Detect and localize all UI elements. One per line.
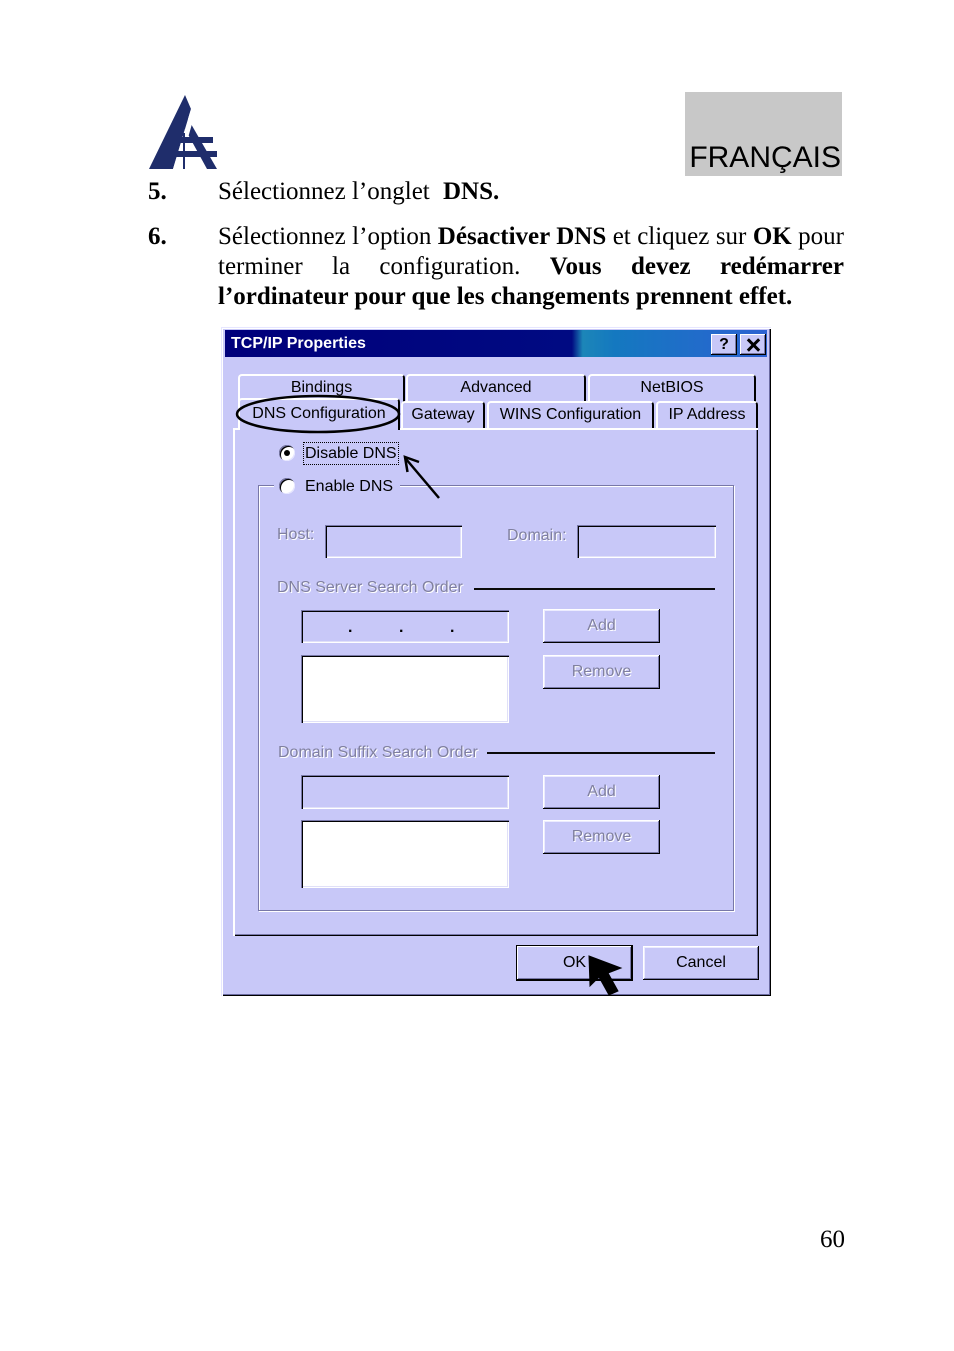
step-6-ok-name: OK bbox=[752, 223, 792, 250]
close-button[interactable] bbox=[740, 334, 766, 355]
step-6-text bbox=[218, 222, 844, 312]
radio-selected-dot bbox=[284, 450, 290, 456]
step-6-part-2: et cliquez sur bbox=[606, 223, 753, 250]
dialog-title-bar[interactable] bbox=[225, 330, 767, 357]
enable-dns-label[interactable]: Enable DNS bbox=[305, 478, 394, 495]
language-label: FRANÇAIS bbox=[689, 141, 841, 174]
tab-gateway[interactable]: Gateway bbox=[401, 401, 485, 429]
dns-server-remove-label: Remove bbox=[571, 663, 632, 680]
ip-separator: . bbox=[450, 619, 455, 636]
atlantis-logo-icon bbox=[147, 93, 219, 171]
tab-advanced[interactable]: Advanced bbox=[406, 374, 586, 402]
tab-ip-address[interactable]: IP Address bbox=[656, 401, 758, 429]
ok-button[interactable] bbox=[517, 946, 632, 980]
dns-server-list[interactable] bbox=[301, 655, 509, 723]
cancel-label: Cancel bbox=[676, 954, 726, 971]
step-5-tab-name: DNS. bbox=[442, 178, 500, 205]
tab-netbios[interactable]: NetBIOS bbox=[588, 374, 756, 402]
domain-label: Domain: bbox=[507, 527, 567, 544]
step-6-part-3: pour terminer la configuration. bbox=[218, 223, 845, 280]
domain-suffix-separator bbox=[487, 752, 715, 754]
tab-dns-configuration[interactable]: DNS Configuration bbox=[238, 398, 400, 430]
help-button[interactable] bbox=[711, 334, 737, 355]
tab-wins-configuration[interactable]: WINS Configuration bbox=[487, 401, 654, 429]
disable-dns-radio[interactable] bbox=[279, 445, 295, 461]
dns-server-add-button[interactable] bbox=[543, 609, 660, 643]
domain-suffix-search-order-label: Domain Suffix Search Order bbox=[278, 744, 478, 761]
step-6-part-1: Sélectionnez l’option bbox=[218, 223, 438, 250]
tab-bindings[interactable]: Bindings bbox=[238, 374, 405, 402]
tcpip-properties-dialog bbox=[221, 327, 771, 996]
host-input[interactable] bbox=[325, 525, 462, 558]
domain-input[interactable] bbox=[577, 525, 716, 558]
host-label: Host: bbox=[277, 526, 315, 543]
language-header bbox=[685, 92, 842, 176]
dns-configuration-page bbox=[233, 428, 758, 936]
step-6-restart-note: Vous devez redémarrer l’ordinateur pour que les changements prennent effet. bbox=[218, 253, 844, 310]
dns-server-separator bbox=[474, 588, 715, 590]
ip-separator: . bbox=[348, 619, 353, 636]
ok-label: OK bbox=[562, 954, 587, 971]
page-number: 60 bbox=[820, 1226, 845, 1253]
close-icon bbox=[746, 338, 760, 352]
dns-server-search-order-label: DNS Server Search Order bbox=[277, 579, 463, 596]
step-5-instruction: Sélectionnez l’onglet bbox=[218, 178, 436, 205]
help-icon: ? bbox=[719, 335, 729, 353]
ip-separator: . bbox=[399, 619, 404, 636]
dialog-title: TCP/IP Properties bbox=[231, 335, 366, 352]
domain-suffix-remove-label: Remove bbox=[571, 828, 632, 845]
enable-dns-legend bbox=[274, 475, 400, 497]
domain-suffix-list[interactable] bbox=[301, 820, 509, 888]
domain-suffix-input[interactable] bbox=[301, 775, 509, 809]
domain-suffix-add-label: Add bbox=[587, 783, 616, 800]
step-5-number: 5. bbox=[148, 178, 167, 205]
domain-suffix-add-button[interactable] bbox=[543, 775, 660, 809]
domain-suffix-remove-button[interactable] bbox=[543, 820, 660, 854]
disable-dns-label[interactable]: Disable DNS bbox=[305, 445, 397, 462]
dns-server-ip-input[interactable] bbox=[301, 610, 509, 643]
enable-dns-radio[interactable] bbox=[279, 478, 295, 494]
dns-server-add-label: Add bbox=[587, 617, 616, 634]
step-6-number: 6. bbox=[148, 223, 167, 250]
dns-server-remove-button[interactable] bbox=[543, 655, 660, 689]
cancel-button[interactable] bbox=[643, 946, 759, 980]
step-6-option-name: Désactiver DNS bbox=[437, 223, 607, 250]
step-5-text bbox=[218, 177, 499, 207]
